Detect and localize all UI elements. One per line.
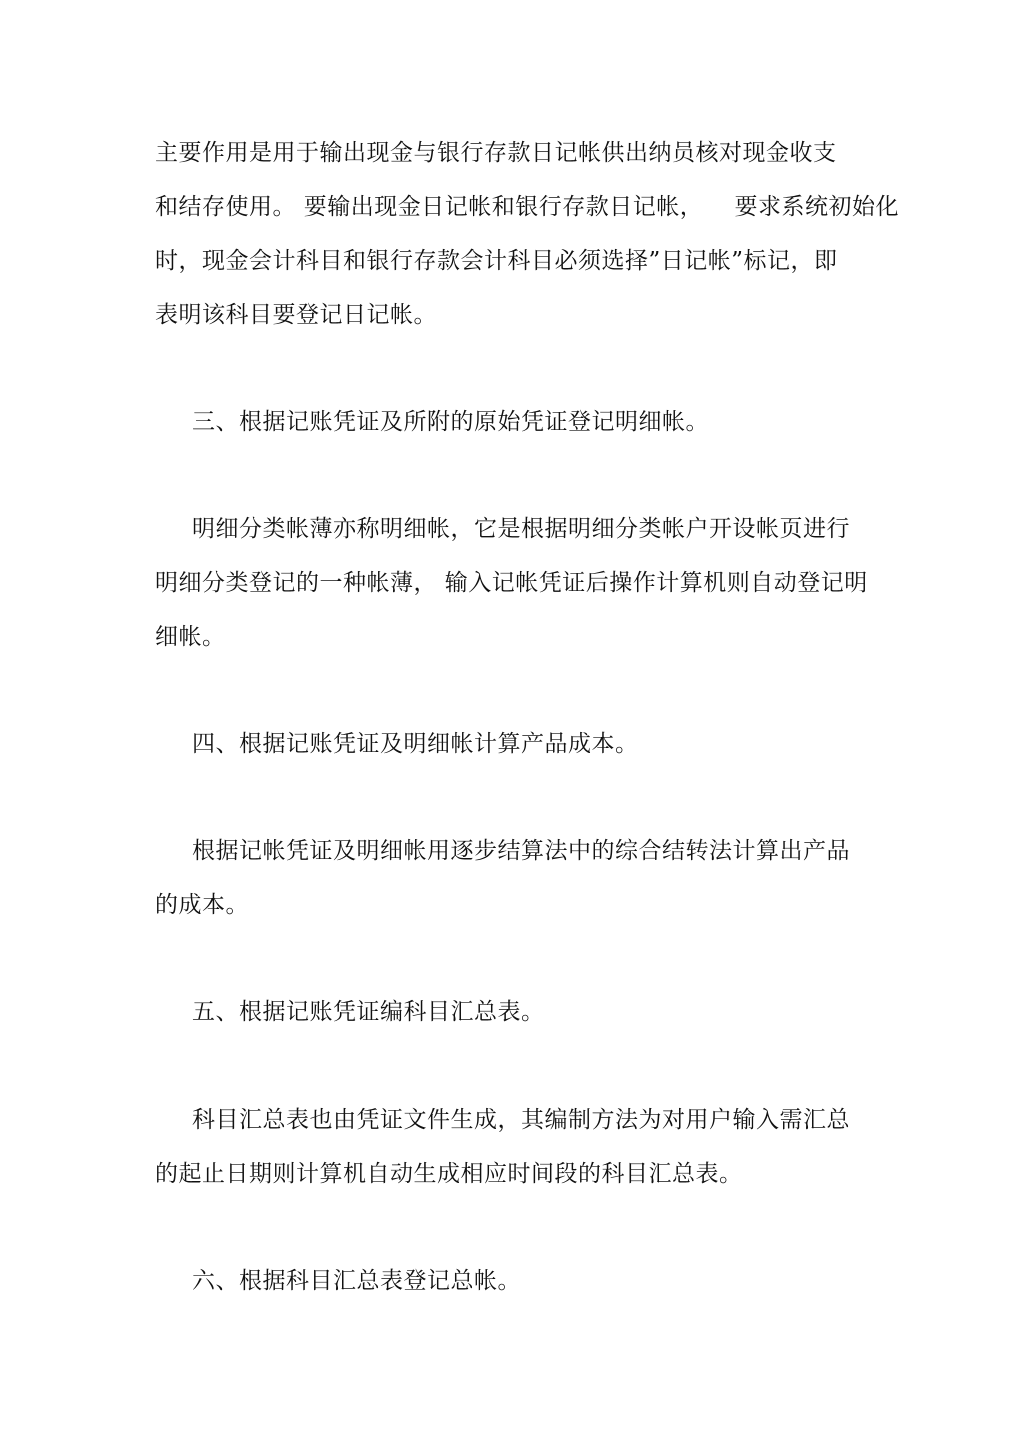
paragraph-line: 的成本。 — [155, 892, 249, 918]
paragraph-line: 明细分类帐薄亦称明细帐，它是根据明细分类帐户开设帐页进行 — [192, 516, 850, 542]
section-heading-4: 四、根据记账凭证及明细帐计算产品成本。 — [192, 731, 639, 757]
paragraph-line: 和结存使用。 要输出现金日记帐和银行存款日记帐， 要求系统初始化 — [155, 194, 900, 220]
section-heading-3: 三、根据记账凭证及所附的原始凭证登记明细帐。 — [192, 409, 709, 435]
paragraph-line: 主要作用是用于输出现金与银行存款日记帐供出纳员核对现金收支 — [155, 140, 837, 166]
section-heading-6: 六、根据科目汇总表登记总帐。 — [192, 1268, 521, 1294]
paragraph-line: 的起止日期则计算机自动生成相应时间段的科目汇总表。 — [155, 1161, 743, 1187]
section-heading-5: 五、根据记账凭证编科目汇总表。 — [192, 999, 545, 1025]
paragraph-line: 表明该科目要登记日记帐。 — [155, 302, 437, 328]
paragraph-line: 时，现金会计科目和银行存款会计科目必须选择”日记帐”标记，即 — [155, 248, 838, 274]
paragraph-line: 科目汇总表也由凭证文件生成，其编制方法为对用户输入需汇总 — [192, 1107, 850, 1133]
paragraph-line: 明细分类登记的一种帐薄， 输入记帐凭证后操作计算机则自动登记明 — [155, 570, 868, 596]
paragraph-line: 细帐。 — [155, 624, 226, 650]
paragraph-line: 根据记帐凭证及明细帐用逐步结算法中的综合结转法计算出产品 — [192, 838, 850, 864]
